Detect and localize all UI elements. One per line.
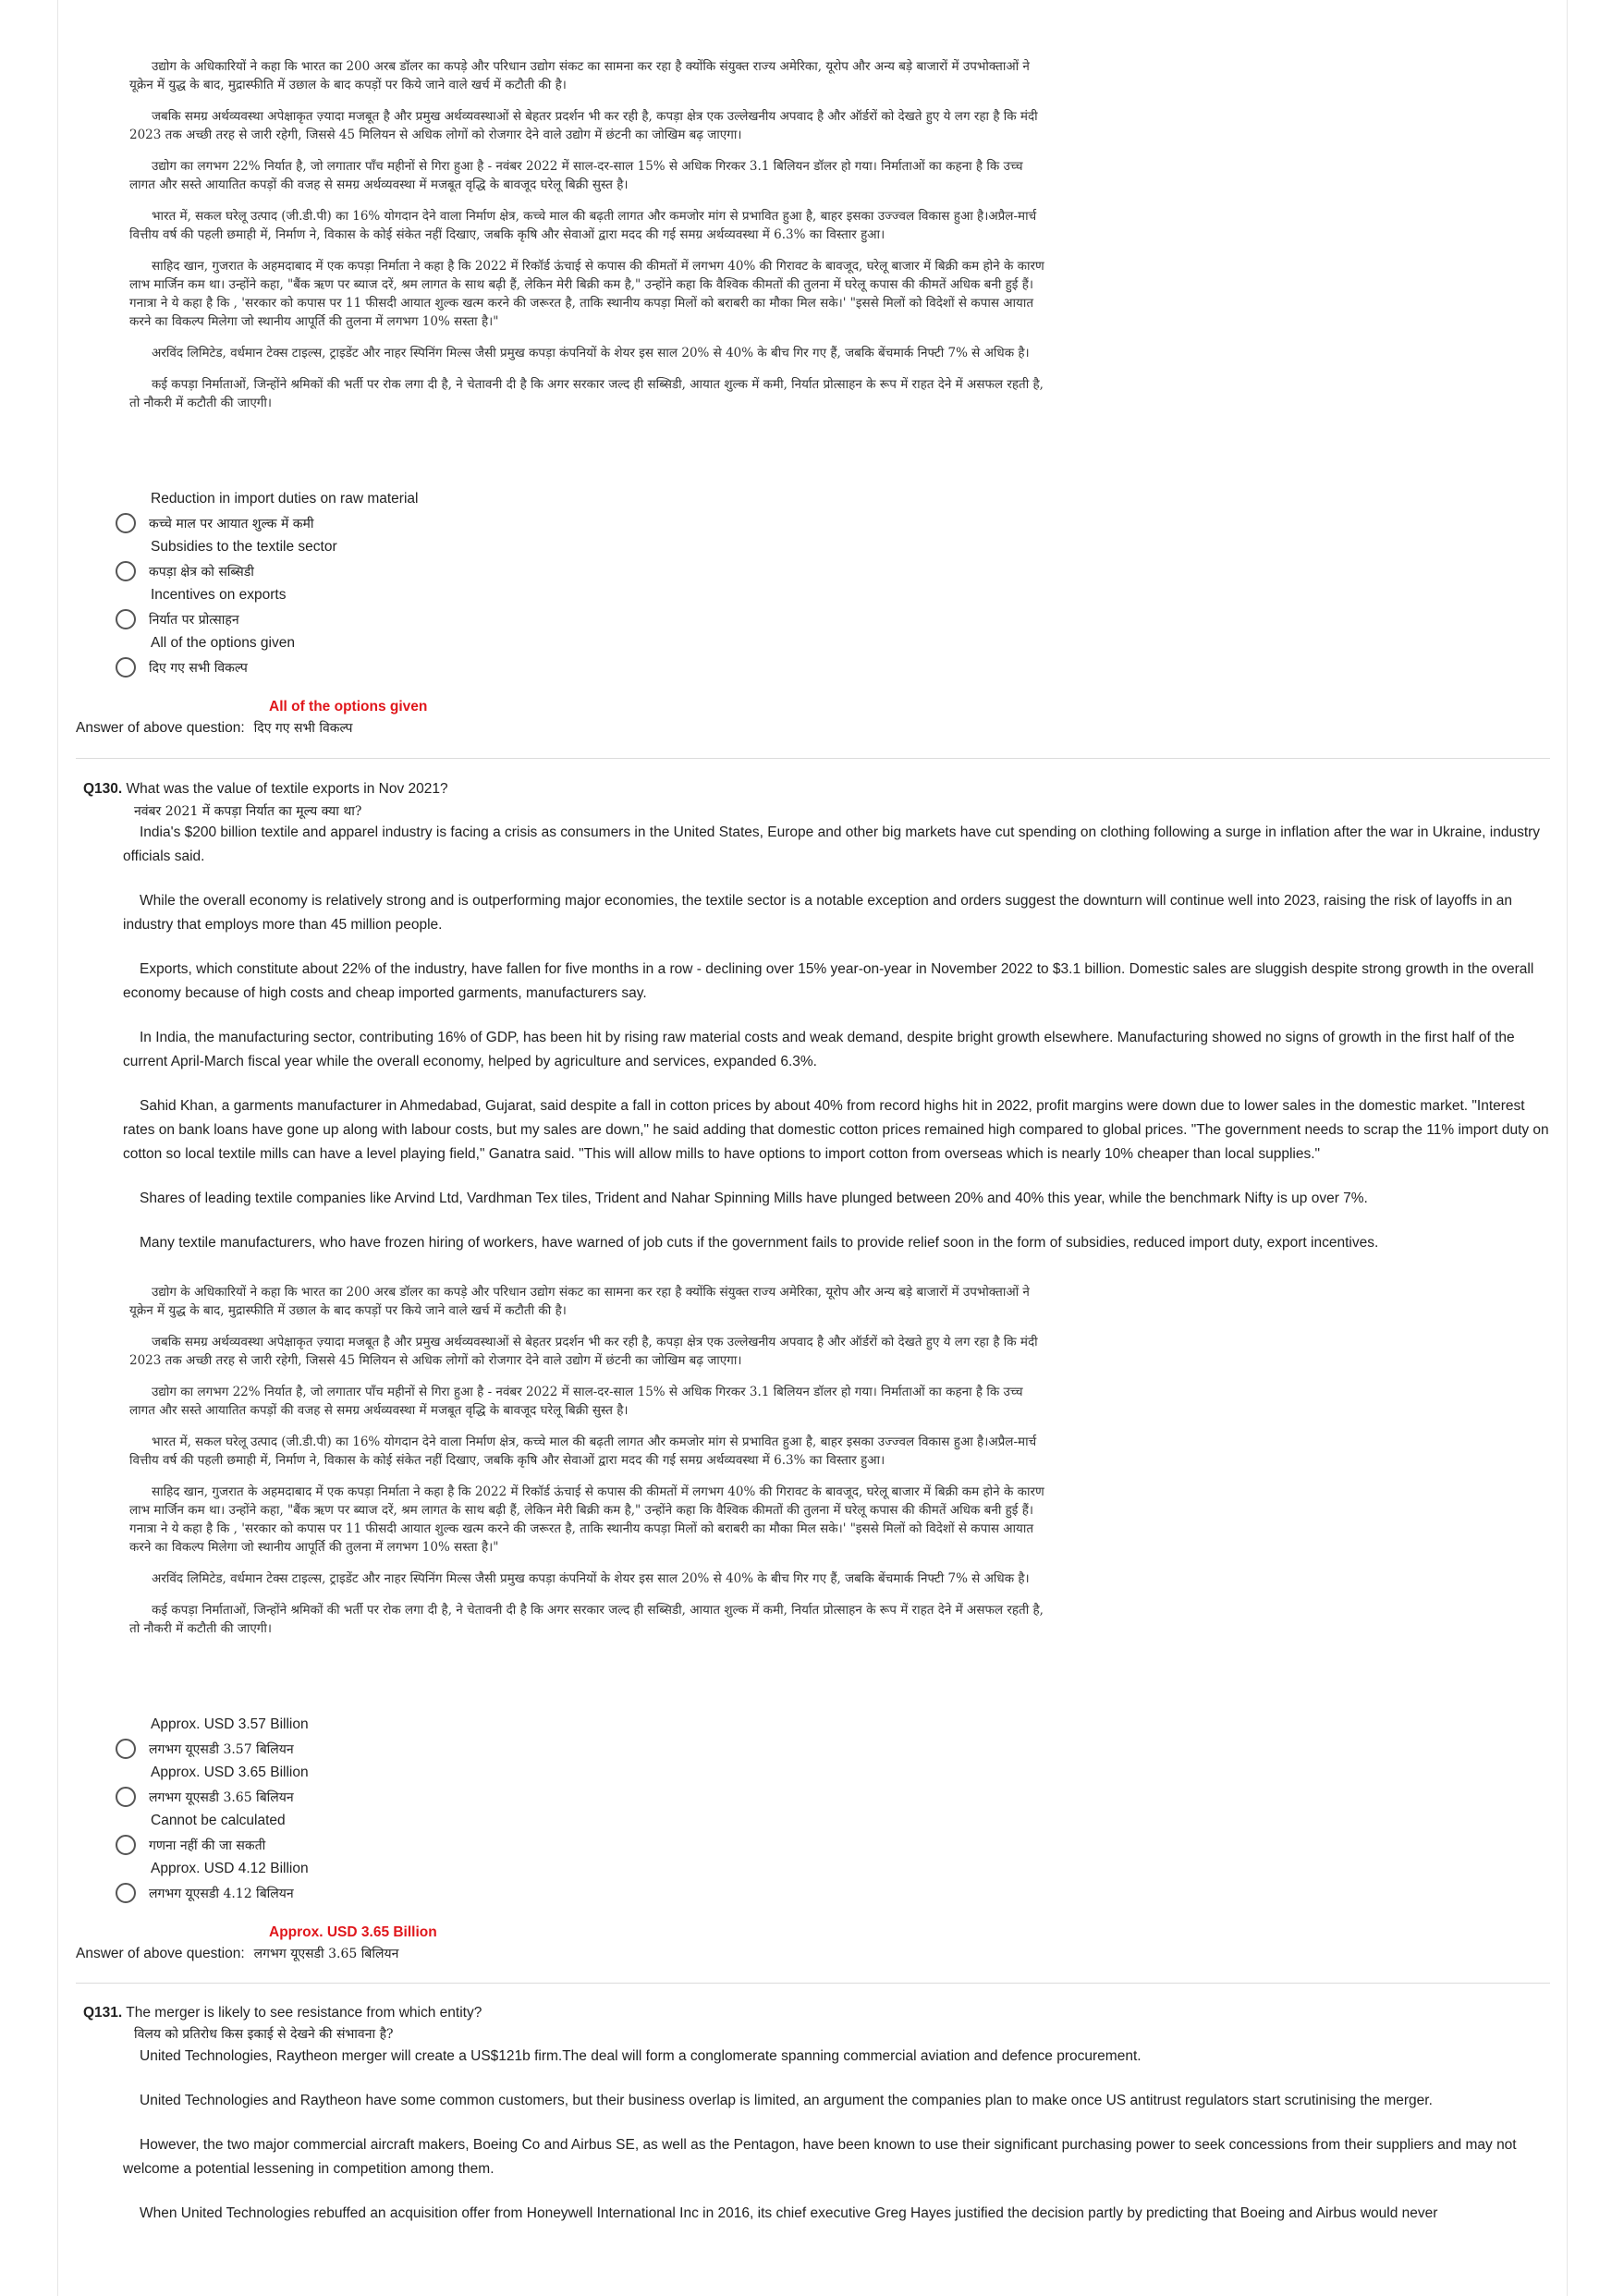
option-text-en: Subsidies to the textile sector [151,539,337,555]
hindi-paragraph: साहिद खान, गुजरात के अहमदाबाद में एक कपड़ा निर्माता ने कहा है कि 2022 में रिकॉर्ड ऊंचाई से कपास की कीमतों में लगभग 40% की गिरावट के बावजूद, घरेलू बाजार में बिक्री कम होने के कारण लाभ मार्जिन कम था। उन्होंने कहा, "बैंक ऋण पर ब्याज दरें, श्रम लागत के साथ बढ़ी हैं, लेकिन मेरी बिक्री कम है," उन्होंने कहा कि वैश्विक कीमतों की तुलना में घरेलू कपास की कीमतें अधिक बनी हुई हैं। गनात्रा ने ये कहा है कि , 'सरकार को कपास पर 11 फीसदी आयात शुल्क खत्म करने की जरूरत है, ताकि स्थानीय कपड़ा मिलों को बराबरी का मौका मिल सके।' "इससे मिलों को विदेशों से कपास आयात करने का विकल्प मिलेगा जो स्थानीय आपूर्ति की तुलना में लगभग 10% सस्ता है।" [129,259,1044,329]
question-number: Q130. [83,781,123,797]
hindi-paragraph: भारत में, सकल घरेलू उत्पाद (जी.डी.पी) का 16% योगदान देने वाला निर्माण क्षेत्र, कच्चे माल की बढ़ती लागत और कमजोर मांग से प्रभावित हुआ है, बाहर इसका उज्ज्वल विकास हुआ है।अप्रैल-मार्च वित्तीय वर्ष की पहली छमाही में, निर्माण ने, विकास के कोई संकेत नहीं दिखाए, जबकि कृषि और सेवाओं द्वारा मदद की गई समग्र अर्थव्यवस्था में 6.3% का विस्तार हुआ। [129,209,1037,242]
question-text-en: The merger is likely to see resistance from which entity? [126,2005,482,2021]
radio-button[interactable] [116,513,136,533]
answer-label: Answer of above question: [76,720,245,736]
option[interactable] [116,1809,763,1857]
hindi-paragraph: अरविंद लिमिटेड, वर्धमान टेक्स टाइल्स, ट्राइडेंट और नाहर स्पिनिंग मिल्स जैसी प्रमुख कपड़ा कंपनियों के शेयर इस साल 20% से 40% के बीच गिर गए हैं, जबकि बेंचमार्क निफ्टी 7% से अधिक है। [152,1571,1030,1586]
option[interactable] [116,487,763,535]
option[interactable] [116,1761,763,1809]
radio-button[interactable] [116,561,136,581]
q129-answer [76,697,427,739]
hindi-paragraph: जबकि समग्र अर्थव्यवस्था अपेक्षाकृत ज़्यादा मजबूत है और प्रमुख अर्थव्यवस्थाओं से बेहतर प्रदर्शन भी कर रही है, कपड़ा क्षेत्र एक उल्लेखनीय अपवाद है और ऑर्डरों को देखते हुए ये लग रहा है कि मंदी 2023 तक अच्छी तरह से जारी रहेगी, जिससे 45 मिलियन से अधिक लोगों को रोजगार देने वाले उद्योग में छंटनी का जोखिम बढ़ जाएगा। [129,1335,1038,1368]
q130-question [83,778,448,800]
english-paragraph: Many textile manufacturers, who have frozen hiring of workers, have warned of job cuts if the government fails to provide relief soon in the form of subsidies, reduced import duty, export incentives. [140,1235,1379,1251]
radio-button[interactable] [116,1739,136,1759]
english-paragraph: Exports, which constitute about 22% of the industry, have fallen for five months in a row - declining over 15% year-on-year in November 2022 to $3.1 billion. Domestic sales are sluggish despite strong growth in the overall economy because of high costs and cheap imported garments, manufacturers say. [123,961,1534,1001]
option-text-en: Incentives on exports [151,587,287,603]
option-text-hi: कपड़ा क्षेत्र को सब्सिडी [149,564,254,580]
q130-answer [76,1923,437,1965]
hindi-paragraph: साहिद खान, गुजरात के अहमदाबाद में एक कपड़ा निर्माता ने कहा है कि 2022 में रिकॉर्ड ऊंचाई से कपास की कीमतों में लगभग 40% की गिरावट के बावजूद, घरेलू बाजार में बिक्री कम होने के कारण लाभ मार्जिन कम था। उन्होंने कहा, "बैंक ऋण पर ब्याज दरें, श्रम लागत के साथ बढ़ी हैं, लेकिन मेरी बिक्री कम है," उन्होंने कहा कि वैश्विक कीमतों की तुलना में घरेलू कपास की कीमतें अधिक बनी हुई हैं। गनात्रा ने ये कहा है कि , 'सरकार को कपास पर 11 फीसदी आयात शुल्क खत्म करने की जरूरत है, ताकि स्थानीय कपड़ा मिलों को बराबरी का मौका मिल सके।' "इससे मिलों को विदेशों से कपास आयात करने का विकल्प मिलेगा जो स्थानीय आपूर्ति की तुलना में लगभग 10% सस्ता है।" [129,1484,1044,1555]
q130-hindi-passage [129,1283,1044,1651]
q130-english-passage [123,821,1551,1255]
option-text-en: All of the options given [151,635,295,651]
question-number: Q131. [83,2005,123,2021]
option-text-hi: लगभग यूएसडी 3.65 बिलियन [149,1789,294,1805]
option[interactable] [116,1713,763,1761]
radio-button[interactable] [116,1787,136,1807]
hindi-paragraph: उद्योग के अधिकारियों ने कहा कि भारत का 200 अरब डॉलर का कपड़े और परिधान उद्योग संकट का सामना कर रहा है क्योंकि संयुक्त राज्य अमेरिका, यूरोप और अन्य बड़े बाजारों में उपभोक्ताओं ने यूक्रेन में युद्ध के बाद, मुद्रास्फीति में उछाल के बाद कपड़ों पर किये जाने वाले खर्च में कटौती की है। [129,59,1030,92]
option-text-hi: गणना नहीं की जा सकती [149,1838,266,1853]
option[interactable] [116,535,763,583]
q131-question [83,2002,482,2024]
english-paragraph: Sahid Khan, a garments manufacturer in Ahmedabad, Gujarat, said despite a fall in cotton prices by about 40% from record highs hit in 2022, profit margins were down due to lower sales in the domestic market. "Interest rates on bank loans have gone up along with labour costs, but my sales are down," he said adding that domestic cotton prices remained high compared to global prices. "The government needs to scrap the 11% import duty on cotton so local textile mills can have a level playing field," Ganatra said. "This will allow mills to have options to import cotton from overseas which is nearly 10% cheaper than local supplies." [123,1098,1549,1162]
left-border [57,0,58,2296]
option[interactable] [116,1857,763,1905]
radio-button[interactable] [116,657,136,678]
question-text-en: What was the value of textile exports in Nov 2021? [126,781,448,797]
hindi-paragraph: अरविंद लिमिटेड, वर्धमान टेक्स टाइल्स, ट्राइडेंट और नाहर स्पिनिंग मिल्स जैसी प्रमुख कपड़ा कंपनियों के शेयर इस साल 20% से 40% के बीच गिर गए हैं, जबकि बेंचमार्क निफ्टी 7% से अधिक है। [152,346,1030,360]
option-text-en: Approx. USD 4.12 Billion [151,1861,309,1876]
english-paragraph: United Technologies, Raytheon merger will create a US$121b firm.The deal will form a conglomerate spanning commercial aviation and defence procurement. [140,2048,1142,2064]
radio-button[interactable] [116,1883,136,1903]
hindi-paragraph: कई कपड़ा निर्माताओं, जिन्होंने श्रमिकों की भर्ती पर रोक लगा दी है, ने चेतावनी दी है कि अगर सरकार जल्द ही सब्सिडी, आयात शुल्क में कमी, निर्यात प्रोत्साहन के रूप में राहत देने में असफल रहती है, तो नौकरी में कटौती की जाएगी। [129,1603,1044,1636]
english-paragraph: However, the two major commercial aircraft makers, Boeing Co and Airbus SE, as well as the Pentagon, have been known to use their significant purchasing power to seek concessions from their suppliers and may not welcome a potential lessening in competition among them. [123,2137,1517,2177]
option-text-en: Approx. USD 3.57 Billion [151,1716,309,1732]
answer-hindi: लगभग यूएसडी 3.65 बिलियन [253,1947,399,1961]
option-text-hi: निर्यात पर प्रोत्साहन [149,612,239,628]
correct-answer: All of the options given [269,699,428,714]
q129-hindi-passage [129,57,1044,425]
option-text-hi: दिए गए सभी विकल्प [149,660,248,676]
english-paragraph: When United Technologies rebuffed an acquisition offer from Honeywell International Inc in 2016, its chief executive Greg Hayes justified the decision partly by predicting that Boeing and Airbus would never [140,2205,1438,2221]
correct-answer: Approx. USD 3.65 Billion [269,1924,437,1940]
question-text-hi: नवंबर 2021 में कपड़ा निर्यात का मूल्य क्या था? [134,804,362,819]
q129-options [116,487,763,679]
option-text-hi: लगभग यूएसडी 4.12 बिलियन [149,1886,294,1901]
q131-english-passage [123,2045,1551,2246]
hindi-paragraph: उद्योग का लगभग 22% निर्यात है, जो लगातार पाँच महीनों से गिरा हुआ है - नवंबर 2022 में साल-दर-साल 15% से अधिक गिरकर 3.1 बिलियन डॉलर हो गया। निर्माताओं का कहना है कि उच्च लागत और सस्ते आयातित कपड़ों की वजह से समग्र अर्थव्यवस्था में मजबूत वृद्धि के बावजूद घरेलू बिक्री सुस्त है। [129,159,1023,192]
option-text-en: Approx. USD 3.65 Billion [151,1765,309,1780]
hindi-paragraph: उद्योग का लगभग 22% निर्यात है, जो लगातार पाँच महीनों से गिरा हुआ है - नवंबर 2022 में साल-दर-साल 15% से अधिक गिरकर 3.1 बिलियन डॉलर हो गया। निर्माताओं का कहना है कि उच्च लागत और सस्ते आयातित कपड़ों की वजह से समग्र अर्थव्यवस्था में मजबूत वृद्धि के बावजूद घरेलू बिक्री सुस्त है। [129,1385,1023,1418]
english-paragraph: Shares of leading textile companies like Arvind Ltd, Vardhman Tex tiles, Trident and Nahar Spinning Mills have plunged between 20% and 40% this year, while the benchmark Nifty is up over 7%. [140,1191,1368,1206]
option[interactable] [116,583,763,631]
option-text-hi: लगभग यूएसडी 3.57 बिलियन [149,1741,294,1757]
hindi-paragraph: उद्योग के अधिकारियों ने कहा कि भारत का 200 अरब डॉलर का कपड़े और परिधान उद्योग संकट का सामना कर रहा है क्योंकि संयुक्त राज्य अमेरिका, यूरोप और अन्य बड़े बाजारों में उपभोक्ताओं ने यूक्रेन में युद्ध के बाद, मुद्रास्फीति में उछाल के बाद कपड़ों पर किये जाने वाले खर्च में कटौती की है। [129,1285,1030,1318]
right-border [1567,0,1568,2296]
question-text-hi: विलय को प्रतिरोध किस इकाई से देखने की संभावना है? [134,2027,394,2042]
radio-button[interactable] [116,609,136,629]
option-text-hi: कच्चे माल पर आयात शुल्क में कमी [149,516,314,531]
hindi-paragraph: जबकि समग्र अर्थव्यवस्था अपेक्षाकृत ज़्यादा मजबूत है और प्रमुख अर्थव्यवस्थाओं से बेहतर प्रदर्शन भी कर रही है, कपड़ा क्षेत्र एक उल्लेखनीय अपवाद है और ऑर्डरों को देखते हुए ये लग रहा है कि मंदी 2023 तक अच्छी तरह से जारी रहेगी, जिससे 45 मिलियन से अधिक लोगों को रोजगार देने वाले उद्योग में छंटनी का जोखिम बढ़ जाएगा। [129,109,1038,142]
radio-button[interactable] [116,1835,136,1855]
q130-options [116,1713,763,1905]
english-paragraph: In India, the manufacturing sector, contributing 16% of GDP, has been hit by rising raw material costs and weak demand, despite bright growth elsewhere. Manufacturing showed no signs of growth in the first half of the current April-March fiscal year while the overall economy, helped by agriculture and services, expanded 6.3%. [123,1030,1515,1069]
option[interactable] [116,631,763,679]
option-text-en: Reduction in import duties on raw material [151,491,419,507]
hindi-paragraph: भारत में, सकल घरेलू उत्पाद (जी.डी.पी) का 16% योगदान देने वाला निर्माण क्षेत्र, कच्चे माल की बढ़ती लागत और कमजोर मांग से प्रभावित हुआ है, बाहर इसका उज्ज्वल विकास हुआ है।अप्रैल-मार्च वित्तीय वर्ष की पहली छमाही में, निर्माण ने, विकास के कोई संकेत नहीं दिखाए, जबकि कृषि और सेवाओं द्वारा मदद की गई समग्र अर्थव्यवस्था में 6.3% का विस्तार हुआ। [129,1435,1037,1468]
divider [76,1983,1550,1984]
english-paragraph: United Technologies and Raytheon have some common customers, but their business overlap is limited, an argument the companies plan to make once US antitrust regulators start scrutinising the merger. [140,2093,1433,2108]
option-text-en: Cannot be calculated [151,1813,286,1828]
answer-label: Answer of above question: [76,1946,245,1961]
divider [76,758,1550,759]
hindi-paragraph: कई कपड़ा निर्माताओं, जिन्होंने श्रमिकों की भर्ती पर रोक लगा दी है, ने चेतावनी दी है कि अगर सरकार जल्द ही सब्सिडी, आयात शुल्क में कमी, निर्यात प्रोत्साहन के रूप में राहत देने में असफल रहती है, तो नौकरी में कटौती की जाएगी। [129,377,1044,410]
english-paragraph: India's $200 billion textile and apparel industry is facing a crisis as consumers in the United States, Europe and other big markets have cut spending on clothing following a surge in inflation after the war in Ukraine, industry officials said. [123,824,1541,864]
answer-hindi: दिए गए सभी विकल्प [253,721,353,736]
english-paragraph: While the overall economy is relatively strong and is outperforming major economies, the textile sector is a notable exception and orders suggest the downturn will continue well into 2023, raising the risk of layoffs in an industry that employs more than 45 million people. [123,893,1513,933]
